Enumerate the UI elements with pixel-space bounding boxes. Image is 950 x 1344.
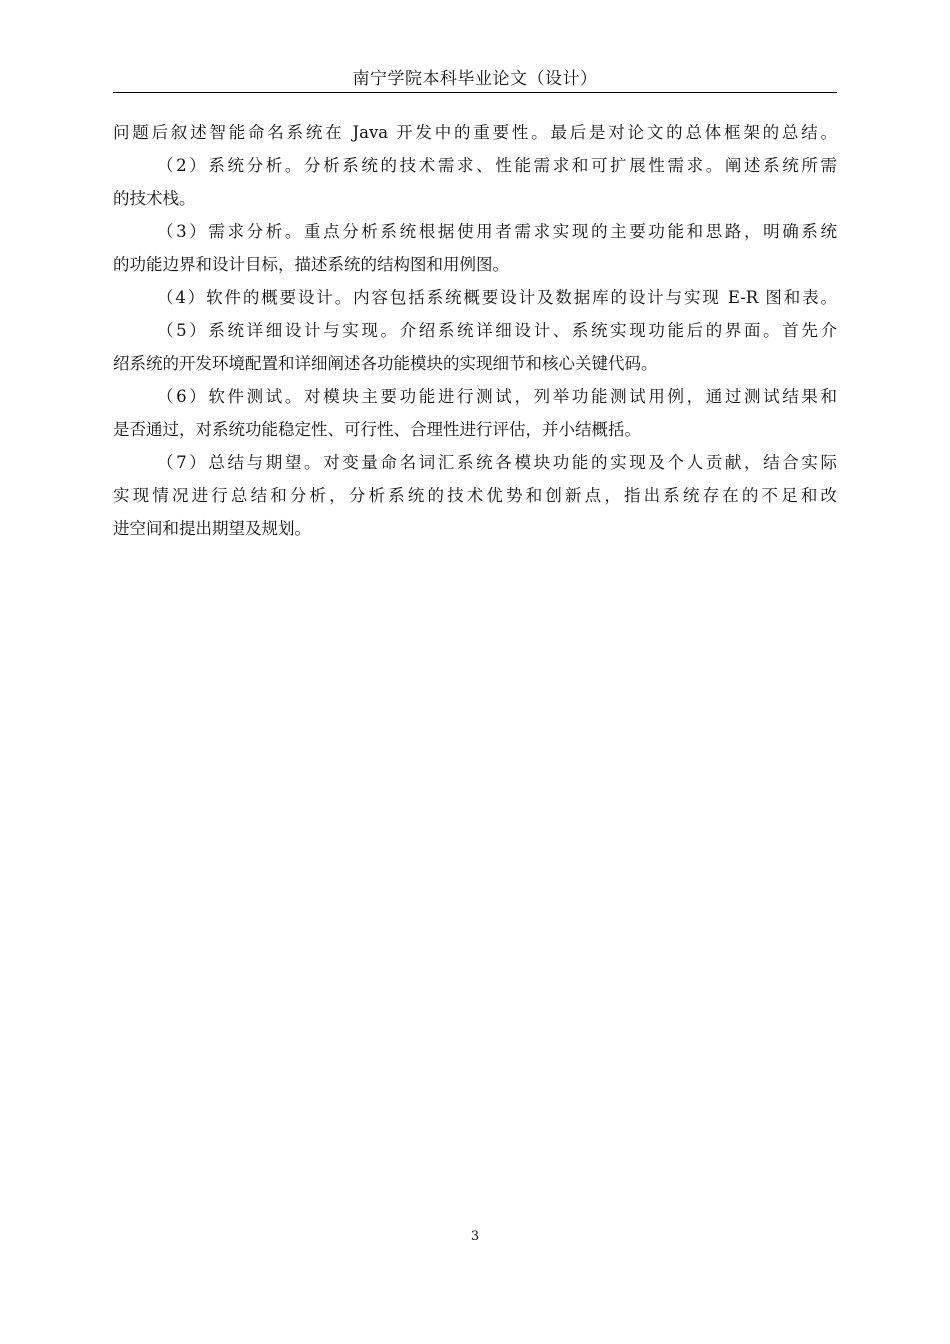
paragraph-requirements-analysis	[113, 215, 837, 281]
paragraph-summary-outlook	[113, 446, 837, 545]
paragraph-line: （4）软件的概要设计。内容包括系统概要设计及数据库的设计与实现 E-R 图和表。	[157, 288, 837, 307]
paragraph-line: 实现情况进行总结和分析，分析系统的技术优势和创新点，指出系统存在的不足和改	[113, 486, 837, 505]
header-rule	[113, 92, 837, 93]
paragraph-detailed-design	[113, 314, 837, 380]
paragraph-intro-continuation	[113, 116, 837, 149]
paragraph-line: （5）系统详细设计与实现。介绍系统详细设计、系统实现功能后的界面。首先介	[157, 321, 837, 340]
paragraph-line: 进空间和提出期望及规划。	[113, 519, 311, 538]
paragraph-line: 问题后叙述智能命名系统在 Java 开发中的重要性。最后是对论文的总体框架的总结。	[113, 123, 837, 142]
paragraph-line: 是否通过，对系统功能稳定性、可行性、合理性进行评估，并小结概括。	[113, 420, 641, 439]
paragraph-line: （6）软件测试。对模块主要功能进行测试，列举功能测试用例，通过测试结果和	[157, 387, 837, 406]
paragraph-outline-design	[113, 281, 837, 314]
page-header: 南宁学院本科毕业论文（设计）	[352, 69, 598, 89]
body-text	[113, 116, 837, 545]
paragraph-line: （2）系统分析。分析系统的技术需求、性能需求和可扩展性需求。阐述系统所需	[157, 156, 837, 175]
paragraph-line: （3）需求分析。重点分析系统根据使用者需求实现的主要功能和思路，明确系统	[157, 222, 837, 241]
page-number: 3	[470, 1229, 480, 1244]
paragraph-line: 的技术栈。	[113, 189, 196, 208]
paragraph-line: 绍系统的开发环境配置和详细阐述各功能模块的实现细节和核心关键代码。	[113, 354, 658, 373]
paragraph-line: （7）总结与期望。对变量命名词汇系统各模块功能的实现及个人贡献，结合实际	[157, 453, 837, 472]
paragraph-software-testing	[113, 380, 837, 446]
paragraph-system-analysis	[113, 149, 837, 215]
paragraph-line: 的功能边界和设计目标，描述系统的结构图和用例图。	[113, 255, 509, 274]
